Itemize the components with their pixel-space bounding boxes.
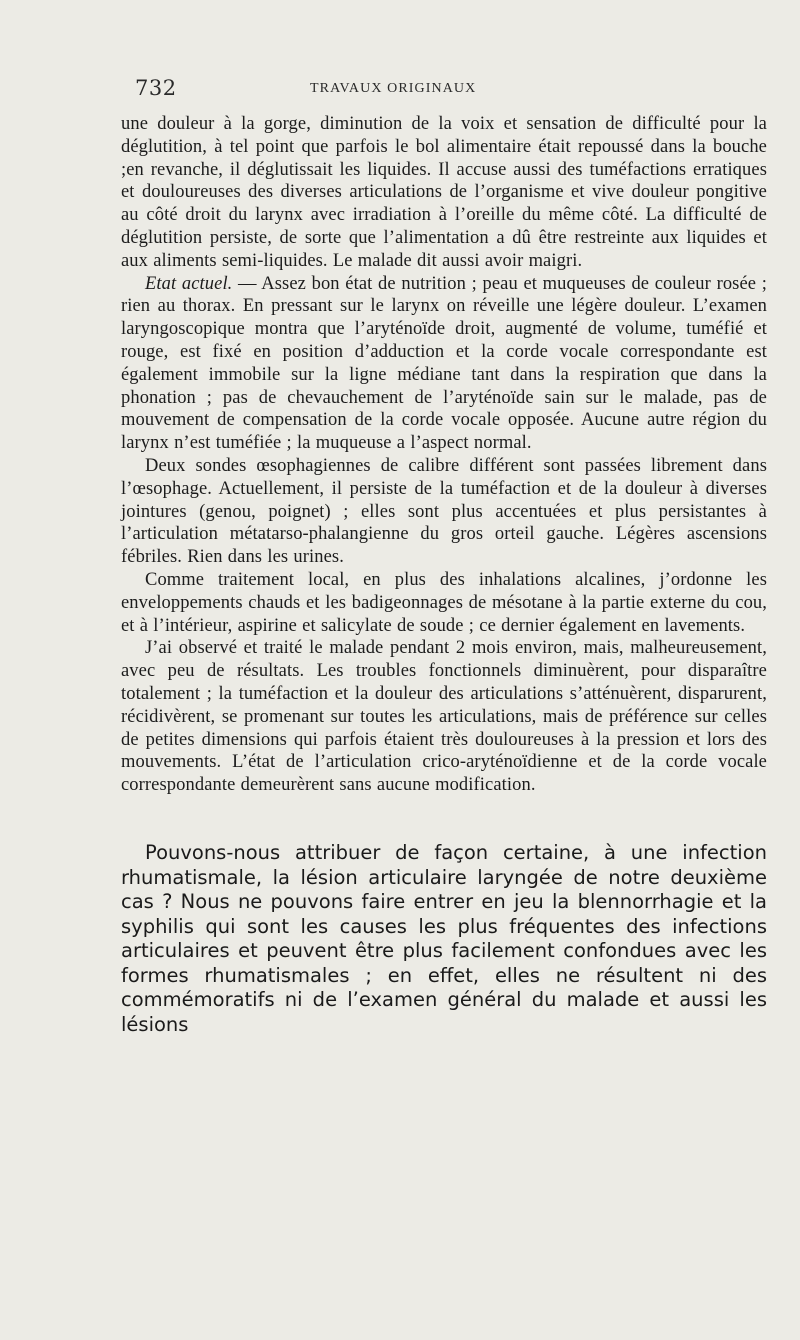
running-head: TRAVAUX ORIGINAUX xyxy=(310,81,477,96)
paragraph-2-text: — Assez bon état de nutrition ; peau et muqueuses de couleur rosée ; rien au thorax. En pressant sur le larynx on réveille une légère douleur. L’examen laryngoscopique montra que l’aryténoïde droit, augmenté de volume, tuméfié et rouge, est fixé en position d’adduction et la corde vocale correspondante est également immobile sur la ligne médiane tant dans la respiration que dans la phonation ; pas de chevauchement de l’aryténoïde sain sur le malade, pas de mouvement de compensation de la corde vocale opposée. Aucune autre région du larynx n’est tuméfiée ; la muqueuse a l’aspect normal. xyxy=(121,273,767,454)
paragraph-4: Comme traitement local, en plus des inhalations alcalines, j’ordonne les enveloppements chauds et les badigeonnages de mésotane à la partie externe du cou, et à l’intérieur, aspirine et salicylate de soude ; ce dernier également en lavements. xyxy=(121,569,767,636)
section-label: Etat actuel. xyxy=(145,273,233,294)
clinical-case-text xyxy=(121,113,767,797)
discussion-text xyxy=(121,841,767,1038)
paragraph-1: une douleur à la gorge, diminution de la voix et sensation de difficulté pour la déglutition, à tel point que parfois le bol alimentaire était repoussé dans la bouche ;en revanche, il déglutissait les liquides. Il accuse aussi des tuméfactions erratiques et douloureuses des diverses articulations de l’organisme et vive douleur pongitive au côté droit du larynx avec irradiation à l’oreille du même côté. La difficulté de déglutition persiste, de sorte que l’alimentation a dû être restreinte aux liquides et aux aliments semi-liquides. Le malade dit aussi avoir maigri. xyxy=(121,114,767,271)
page-number: 732 xyxy=(135,76,177,100)
paragraph-2 xyxy=(121,273,767,455)
paragraph-5: J’ai observé et traité le malade pendant 2 mois environ, mais, malheureusement, avec peu de résultats. Les troubles fonctionnels diminuèrent, pour disparaître totalement ; la tuméfaction et la douleur des articulations s’atténuèrent, disparurent, récidivèrent, se promenant sur toutes les articulations, mais de préférence sur celles de petites dimensions qui parfois étaient très douloureuses à la pression et lors des mouvements. L’état de l’articulation crico-aryténoïdienne et de la corde vocale correspondante demeurèrent sans aucune modification. xyxy=(121,638,767,796)
page-body xyxy=(121,113,767,1038)
paragraph-6: Pouvons-nous attribuer de façon certaine, à une infection rhumatismale, la lésion articulaire laryngée de notre deuxième cas ? Nous ne pouvons faire entrer en jeu la blennorrhagie et la syphilis qui sont les causes les plus fréquentes des infections articulaires et peuvent être plus facilement confondues avec les formes rhumatismales ; en effet, elles ne résultent ni des commémoratifs ni de l’examen général du malade et aussi les lésions xyxy=(121,840,767,1037)
page-header xyxy=(0,76,800,100)
paragraph-3: Deux sondes œsophagiennes de calibre différent sont passées librement dans l’œsophage. Actuellement, il persiste de la tuméfaction et de la douleur à diverses jointures (genou, poignet) ; elles sont plus accentuées et plus persistantes à l’articulation métatarso-phalangienne du gros orteil gauche. Légères ascensions fébriles. Rien dans les urines. xyxy=(121,455,767,568)
